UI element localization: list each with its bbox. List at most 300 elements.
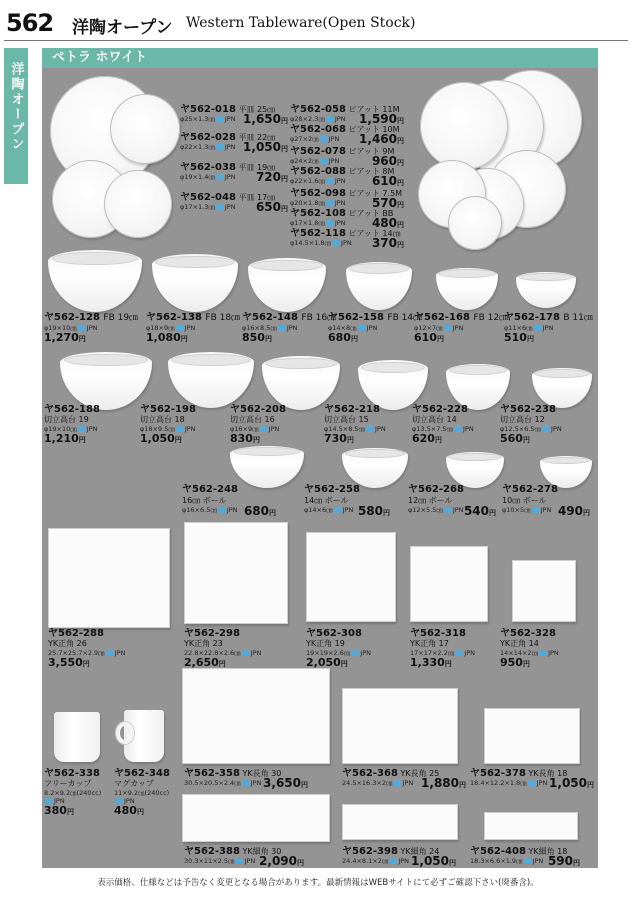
list-item[interactable]	[290, 208, 404, 230]
product-code: ヤ562-128	[44, 312, 100, 323]
product-code: ヤ562-268	[408, 484, 464, 495]
product-name: 平皿 17㎝	[238, 193, 276, 202]
product-code: ヤ562-208	[230, 404, 286, 415]
product-dimension: 24.4×8.1×2㎝	[342, 857, 389, 865]
yen-label: 円	[264, 335, 272, 343]
product-price: 590	[547, 854, 573, 868]
made-in-label: JPN	[86, 324, 98, 332]
product-price: 950	[500, 655, 523, 669]
made-in-mark-icon	[216, 174, 224, 180]
product-code: ヤ562-218	[324, 404, 380, 415]
list-item[interactable]	[342, 768, 466, 790]
made-in-mark-icon	[454, 426, 462, 432]
product-name: 切立高台 15	[324, 415, 369, 424]
product-dimension: φ10×5㎝	[502, 506, 531, 514]
product-code: ヤ562-388	[184, 846, 240, 857]
made-in-mark-icon	[534, 325, 542, 331]
made-in-mark-icon	[320, 158, 328, 164]
yen-label: 円	[180, 335, 188, 343]
product-code: ヤ562-178	[504, 312, 560, 323]
product-price: 1,880	[421, 776, 459, 790]
list-item[interactable]	[410, 628, 475, 670]
product-price: 1,460	[359, 132, 397, 146]
side-category-tab[interactable]: 洋陶オープン	[4, 48, 28, 184]
product-name: ピアット 14㎝	[348, 229, 401, 238]
product-dimension: φ14×6㎝	[304, 506, 333, 514]
product-name: YK正角 19	[306, 639, 345, 648]
product-dimension: φ12.5×6.5㎝	[500, 424, 542, 433]
product-dimension: φ16×9㎝	[230, 424, 259, 433]
list-item[interactable]	[290, 228, 404, 250]
list-item[interactable]	[140, 404, 196, 446]
made-in-mark-icon	[528, 780, 536, 786]
product-price: 830	[230, 431, 253, 445]
made-in-label: JPN	[452, 324, 464, 332]
product-dimension: 8.2×9.2㎝(240cc)	[44, 788, 102, 797]
product-code: ヤ562-038	[180, 162, 236, 173]
mug-handle-image	[116, 722, 134, 744]
product-name: FB 14㎝	[387, 313, 423, 323]
yen-label: 円	[583, 509, 590, 517]
made-in-label: JPN	[86, 424, 98, 433]
product-name: マグカップ	[114, 779, 154, 788]
made-in-label: JPN	[402, 779, 414, 787]
made-in-mark-icon	[334, 507, 342, 513]
page-number: 562	[6, 9, 54, 37]
list-item[interactable]	[290, 188, 404, 210]
made-in-label: JPN	[244, 857, 256, 865]
product-name: YK正角 26	[48, 639, 87, 648]
product-dimension: 11×9.2㎝(240cc)	[114, 788, 170, 797]
product-dimension: 14×14×2㎝	[500, 648, 539, 657]
list-item[interactable]	[180, 162, 288, 184]
square-plate-image	[184, 522, 288, 624]
yen-label: 円	[66, 807, 74, 816]
product-dimension: 18.3×6.6×1.9㎝	[470, 857, 523, 865]
narrow-plate-image	[182, 794, 330, 842]
made-in-mark-icon	[278, 325, 286, 331]
made-in-mark-icon	[216, 204, 224, 210]
product-price: 480	[114, 803, 137, 817]
product-code: ヤ562-378	[470, 768, 526, 779]
product-name: YK長角 25	[400, 769, 440, 778]
product-name: 切立高台 14	[412, 415, 457, 424]
product-code: ヤ562-348	[114, 768, 170, 779]
product-name: YK正角 23	[184, 639, 223, 648]
made-in-label: JPN	[334, 115, 346, 123]
made-in-label: JPN	[342, 506, 354, 514]
made-in-mark-icon	[393, 780, 401, 786]
list-item[interactable]	[342, 846, 456, 868]
made-in-label: JPN	[542, 324, 554, 332]
yen-label: 円	[397, 241, 404, 249]
plate-image	[420, 82, 508, 170]
list-item[interactable]	[184, 768, 308, 790]
product-price: 610	[371, 174, 397, 188]
made-in-mark-icon	[539, 650, 547, 656]
product-price: 560	[500, 431, 523, 445]
yen-label: 円	[397, 117, 404, 125]
square-plate-image	[306, 532, 396, 622]
product-price: 680	[328, 331, 351, 344]
list-item[interactable]	[502, 484, 590, 518]
product-code: ヤ562-408	[470, 846, 526, 857]
product-dimension: φ24×2㎝	[290, 157, 319, 165]
narrow-plate-image	[342, 804, 458, 840]
yen-label: 円	[218, 659, 226, 668]
product-dimension: φ16×6.5㎝	[182, 506, 217, 514]
made-in-mark-icon	[366, 426, 374, 432]
list-item[interactable]	[324, 404, 386, 446]
yen-label: 円	[489, 509, 496, 517]
product-dimension: φ18×9㎝	[146, 324, 175, 332]
product-code: ヤ562-088	[290, 166, 346, 177]
yen-label: 円	[459, 781, 466, 789]
made-in-mark-icon	[332, 240, 340, 246]
list-item[interactable]	[242, 312, 336, 345]
made-in-label: JPN	[341, 239, 352, 247]
product-dimension: φ12×7㎝	[414, 324, 443, 332]
list-item[interactable]	[114, 768, 170, 818]
product-dimension: 17×17×2.2㎝	[410, 648, 455, 657]
product-dimension: 30.3×11×2.5㎝	[184, 857, 235, 865]
list-item[interactable]	[290, 146, 404, 168]
list-item[interactable]	[180, 192, 288, 214]
yen-label: 円	[444, 659, 452, 668]
product-code: ヤ562-228	[412, 404, 468, 415]
made-in-label: JPN	[334, 177, 346, 185]
series-title: ペトラ ホワイト	[42, 48, 598, 68]
product-name: 切立高台 12	[500, 415, 545, 424]
product-code: ヤ562-278	[502, 484, 558, 495]
list-item[interactable]	[180, 104, 288, 126]
product-dimension: φ19×10㎝	[44, 324, 77, 332]
product-code: ヤ562-058	[290, 104, 346, 115]
list-item[interactable]	[44, 312, 138, 345]
yen-label: 円	[436, 335, 444, 343]
product-price: 960	[371, 154, 397, 168]
product-price: 580	[357, 504, 383, 518]
yen-label: 円	[587, 781, 594, 789]
made-in-label: JPN	[551, 424, 562, 433]
list-item[interactable]	[504, 312, 593, 345]
product-dimension: φ19×1.4㎝	[180, 173, 215, 181]
list-item[interactable]	[44, 404, 100, 446]
product-dimension: φ16×8.5㎝	[242, 324, 277, 332]
yen-label: 円	[397, 221, 404, 229]
plate-image	[104, 170, 172, 238]
yen-label: 円	[297, 859, 304, 867]
product-price: 540	[463, 504, 489, 518]
made-in-label: JPN	[184, 324, 196, 332]
list-item[interactable]	[304, 484, 390, 518]
yen-label: 円	[397, 179, 404, 187]
list-item[interactable]	[290, 124, 404, 146]
rect-plate-image	[484, 708, 580, 764]
product-code: ヤ562-188	[44, 404, 100, 415]
product-price: 720	[255, 170, 281, 184]
list-item[interactable]	[470, 846, 580, 868]
yen-label: 円	[522, 435, 530, 444]
list-item[interactable]	[414, 312, 508, 345]
list-item[interactable]	[182, 484, 276, 518]
plate-image	[448, 196, 502, 250]
made-in-label: JPN	[268, 424, 280, 433]
product-code: ヤ562-328	[500, 628, 556, 639]
product-price: 730	[324, 431, 347, 445]
made-in-label: JPN	[224, 115, 236, 123]
yen-label: 円	[449, 859, 456, 867]
list-item[interactable]	[48, 628, 125, 670]
made-in-label: JPN	[114, 648, 126, 657]
made-in-label: JPN	[536, 779, 548, 787]
product-price: 2,650	[184, 655, 219, 669]
product-code: ヤ562-198	[140, 404, 196, 415]
product-price: 490	[557, 504, 583, 518]
yen-label: 円	[526, 335, 534, 343]
rect-plate-image	[342, 688, 458, 764]
product-dimension: φ27×2㎝	[290, 135, 319, 143]
product-dimension: φ20×1.8㎝	[290, 199, 325, 207]
made-in-label: JPN	[360, 648, 371, 657]
made-in-mark-icon	[326, 220, 334, 226]
product-name: 10㎝ ボール	[502, 496, 547, 505]
made-in-mark-icon	[326, 116, 334, 122]
product-name: 切立高台 19	[44, 415, 89, 424]
product-dimension: 19×19×2.6㎝	[306, 648, 351, 657]
product-name: YK正角 14	[500, 639, 539, 648]
product-name: ピアット BB	[348, 209, 394, 218]
made-in-mark-icon	[176, 426, 184, 432]
product-name: 14㎝ ボール	[304, 496, 349, 505]
list-item[interactable]	[290, 104, 404, 126]
product-price: 620	[412, 431, 435, 445]
product-code: ヤ562-108	[290, 208, 346, 219]
product-price: 370	[371, 236, 397, 250]
list-item[interactable]	[180, 132, 288, 154]
product-price: 2,050	[306, 655, 341, 669]
product-name: 16㎝ ボール	[182, 496, 227, 505]
made-in-label: JPN	[250, 779, 262, 787]
yen-label: 円	[397, 201, 404, 209]
list-item[interactable]	[412, 404, 474, 446]
list-item[interactable]	[306, 628, 371, 670]
product-price: 480	[371, 216, 397, 230]
square-plate-image	[48, 528, 170, 628]
product-dimension: φ14.5×1.8㎝	[290, 239, 332, 247]
made-in-label: JPN	[54, 796, 65, 805]
product-price: 850	[242, 331, 265, 344]
product-dimension: 22.8×22.8×2.6㎝	[184, 648, 241, 657]
product-price: 1,650	[243, 112, 281, 126]
made-in-mark-icon	[524, 858, 532, 864]
yen-label: 円	[397, 159, 404, 167]
product-dimension: φ22×1.6㎝	[290, 177, 325, 185]
made-in-mark-icon	[542, 426, 550, 432]
product-price: 650	[255, 200, 281, 214]
made-in-mark-icon	[444, 325, 452, 331]
product-dimension: φ18×9.5㎝	[140, 424, 175, 433]
yen-label: 円	[397, 137, 404, 145]
list-item[interactable]	[230, 404, 286, 446]
product-price: 1,590	[359, 112, 397, 126]
made-in-label: JPN	[334, 219, 346, 227]
made-in-label: JPN	[548, 648, 559, 657]
made-in-mark-icon	[218, 507, 226, 513]
list-item[interactable]	[408, 484, 496, 518]
product-name: 12㎝ ボール	[408, 496, 453, 505]
list-item[interactable]	[328, 312, 422, 345]
made-in-label: JPN	[124, 796, 135, 805]
product-code: ヤ562-098	[290, 188, 346, 199]
made-in-label: JPN	[540, 506, 552, 514]
product-name: 平皿 25㎝	[238, 105, 276, 114]
product-price: 2,090	[259, 854, 297, 868]
yen-label: 円	[269, 509, 276, 517]
yen-label: 円	[281, 145, 288, 153]
made-in-mark-icon	[216, 116, 224, 122]
product-name: YK細角 30	[242, 847, 282, 856]
product-price: 570	[371, 196, 397, 210]
made-in-mark-icon	[532, 507, 540, 513]
footer-note: 表示価格、仕様などは予告なく変更となる場合があります。最新情報はWEBサイトにて必ずご確認下さい(廃番含)。	[97, 878, 539, 888]
product-dimension: 18.4×12.2×1.8㎝	[470, 779, 527, 787]
product-code: ヤ562-338	[44, 768, 100, 779]
made-in-mark-icon	[326, 200, 334, 206]
yen-label: 円	[434, 435, 442, 444]
product-dimension: φ22×1.3㎝	[180, 143, 215, 151]
product-name: ピアット 11M	[348, 105, 400, 114]
made-in-label: JPN	[226, 506, 238, 514]
product-code: ヤ562-298	[184, 628, 240, 639]
product-name: B 11㎝	[563, 313, 593, 323]
made-in-label: JPN	[250, 648, 262, 657]
made-in-label: JPN	[452, 506, 464, 514]
made-in-label: JPN	[224, 203, 236, 211]
product-dimension: φ13.5×7.5㎝	[412, 424, 454, 433]
free-cup-image	[54, 712, 100, 762]
product-name: 切立高台 16	[230, 415, 275, 424]
list-item[interactable]	[44, 768, 101, 818]
product-name: 平皿 22㎝	[238, 133, 276, 142]
product-price: 3,650	[263, 776, 301, 790]
product-code: ヤ562-018	[180, 104, 236, 115]
product-name: YK正角 17	[410, 639, 449, 648]
product-price: 610	[414, 331, 437, 344]
product-name: フリーカップ	[44, 779, 92, 788]
square-plate-image	[512, 560, 576, 622]
product-dimension: φ17×1.3㎝	[180, 203, 215, 211]
list-item[interactable]	[470, 768, 594, 790]
list-item[interactable]	[184, 628, 261, 670]
product-name: YK細角 24	[400, 847, 440, 856]
product-price: 1,080	[146, 331, 181, 344]
product-price: 380	[44, 803, 67, 817]
product-name: ピアット 9M	[348, 147, 395, 156]
yen-label: 円	[281, 205, 288, 213]
product-dimension: φ28×2.3㎝	[290, 115, 325, 123]
made-in-label: JPN	[328, 157, 340, 165]
yen-label: 円	[573, 859, 580, 867]
product-code: ヤ562-078	[290, 146, 346, 157]
list-item[interactable]	[184, 846, 304, 868]
product-dimension: φ14.5×8.5㎝	[324, 424, 366, 433]
list-item[interactable]	[146, 312, 240, 345]
list-item[interactable]	[290, 166, 404, 188]
yen-label: 円	[252, 435, 260, 444]
made-in-label: JPN	[224, 143, 236, 151]
product-name: YK長角 30	[242, 769, 282, 778]
yen-label: 円	[383, 509, 390, 517]
product-name: YK長角 18	[528, 769, 568, 778]
list-item[interactable]	[500, 628, 559, 670]
made-in-mark-icon	[78, 426, 86, 432]
made-in-mark-icon	[235, 858, 243, 864]
made-in-mark-icon	[358, 325, 366, 331]
product-dimension: 30.5×20.5×2.4㎝	[184, 779, 241, 787]
product-price: 680	[243, 504, 269, 518]
product-name: 切立高台 18	[140, 415, 185, 424]
product-code: ヤ562-318	[410, 628, 466, 639]
product-price: 1,050	[549, 776, 587, 790]
yen-label: 円	[82, 659, 90, 668]
product-code: ヤ562-258	[304, 484, 360, 495]
made-in-label: JPN	[286, 324, 298, 332]
product-name: FB 18㎝	[205, 313, 241, 323]
product-dimension: φ12×5.5㎝	[408, 506, 443, 514]
product-dimension: φ25×1.3㎝	[180, 115, 215, 123]
made-in-label: JPN	[224, 173, 236, 181]
page-title-english: Western Tableware(Open Stock)	[186, 15, 416, 31]
product-code: ヤ562-118	[290, 228, 346, 239]
list-item[interactable]	[500, 404, 562, 446]
product-name: FB 16㎝	[301, 313, 337, 323]
yen-label: 円	[136, 807, 144, 816]
product-price: 1,330	[410, 655, 445, 669]
yen-label: 円	[78, 335, 86, 343]
product-code: ヤ562-238	[500, 404, 556, 415]
product-code: ヤ562-398	[342, 846, 398, 857]
made-in-mark-icon	[389, 858, 397, 864]
product-code: ヤ562-168	[414, 312, 470, 323]
made-in-mark-icon	[444, 507, 452, 513]
yen-label: 円	[78, 435, 86, 444]
product-dimension: φ17×1.8㎝	[290, 219, 325, 227]
product-dimension: φ14×8㎝	[328, 324, 357, 332]
made-in-label: JPN	[184, 424, 196, 433]
product-dimension: φ11×6㎝	[504, 324, 533, 332]
made-in-mark-icon	[260, 426, 268, 432]
product-code: ヤ562-358	[184, 768, 240, 779]
product-dimension: 25.7×25.7×2.9㎝	[48, 648, 105, 657]
product-code: ヤ562-248	[182, 484, 238, 495]
product-code: ヤ562-308	[306, 628, 362, 639]
rect-plate-image	[182, 668, 330, 764]
made-in-mark-icon	[326, 178, 334, 184]
product-dimension: 24.5×16.3×2㎝	[342, 779, 393, 787]
product-code: ヤ562-048	[180, 192, 236, 203]
yen-label: 円	[281, 117, 288, 125]
product-price: 3,550	[48, 655, 83, 669]
yen-label: 円	[350, 335, 358, 343]
product-price: 510	[504, 331, 527, 344]
product-dimension: φ19×10㎝	[44, 424, 77, 433]
product-code: ヤ562-368	[342, 768, 398, 779]
product-price: 1,050	[411, 854, 449, 868]
product-code: ヤ562-068	[290, 124, 346, 135]
product-name: 平皿 19㎝	[238, 163, 276, 172]
product-price: 1,050	[243, 140, 281, 154]
